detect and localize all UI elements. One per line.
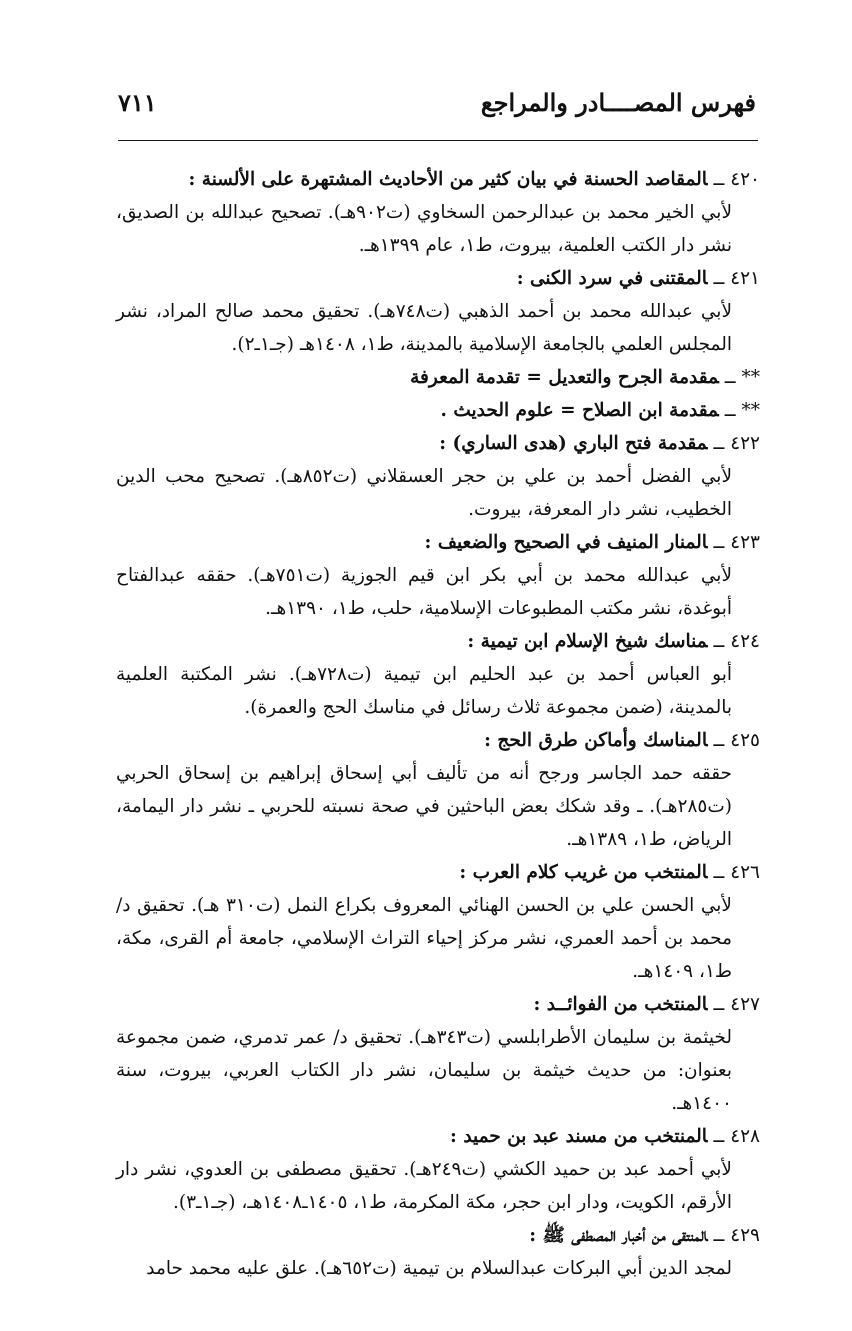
entry-title-text: المنار المنيف في الصحيح والضعيف : [424, 532, 708, 553]
bibliography-entry [116, 1219, 760, 1285]
entry-title-text: المناسك وأماكن طرق الحج : [484, 730, 708, 751]
cross-reference [116, 394, 760, 427]
entry-title [116, 526, 760, 559]
entry-title [116, 856, 760, 889]
cross-reference [116, 361, 760, 394]
entry-description: لأبي أحمد عبد بن حميد الكشي (ت٢٤٩هـ). تحقيق مصطفى بن العدوي، نشر دار الأرقم، الكويت، ودار ابن حجر، مكة المكرمة، ط١، ١٤٠٥ـ١٤٠٨هـ، (جـ١ـ٣). [116, 1159, 732, 1213]
entry-title-text: المنتخب من الفوائــد : [533, 994, 708, 1015]
entry-number: ٤٢٩ ــ [713, 1225, 760, 1246]
bibliography-entry [116, 625, 760, 724]
entry-title [116, 1120, 760, 1153]
entry-description: لأبي عبدالله محمد بن أبي بكر ابن قيم الجوزية (ت٧٥١هـ). حققه عبدالفتاح أبوغدة، نشر مكتب المطبوعات الإسلامية، حلب، ط١، ١٣٩٠هـ. [116, 565, 732, 619]
bibliography-entry [116, 394, 760, 427]
entry-title-text: المنتقى من أخبار المصطفى ﷺ : [529, 1225, 708, 1246]
entry-title [116, 262, 760, 295]
entry-description: لخيثمة بن سليمان الأطرابلسي (ت٣٤٣هـ). تحقيق د/ عمر تدمري، ضمن مجموعة بعنوان: من حديث خيثمة بن سليمان، نشر دار الكتاب العربي، بيروت، سنة ١٤٠٠هـ. [116, 1027, 732, 1114]
entry-number: ٤٢٠ ــ [713, 169, 760, 190]
page-header [118, 82, 756, 122]
bibliography-entry [116, 1120, 760, 1219]
entry-number: ٤٢٤ ــ [713, 631, 760, 652]
entry-title-text: المنتخب من غريب كلام العرب : [459, 862, 708, 883]
entry-title-text: مقدمة ابن الصلاح = علوم الحديث . [440, 400, 719, 421]
entry-title [116, 988, 760, 1021]
bibliography-entry [116, 856, 760, 988]
header-rule [118, 140, 758, 141]
entry-number: ٤٢٢ ــ [713, 433, 760, 454]
bibliography-entry [116, 361, 760, 394]
bibliography-entry [116, 427, 760, 526]
bibliography-list [116, 163, 760, 1285]
entry-title-text: مناسك شيخ الإسلام ابن تيمية : [467, 631, 708, 652]
entry-title [116, 724, 760, 757]
entry-description: لأبي الحسن علي بن الحسن الهنائي المعروف بكراع النمل (ت٣١٠ هـ). تحقيق د/ محمد بن أحمد العمري، نشر مركز إحياء التراث الإسلامي، جامعة أم القرى، مكة، ط١، ١٤٠٩هـ. [116, 895, 732, 982]
running-title: فهرس المصــــادر والمراجع [480, 87, 756, 117]
bibliography-entry [116, 988, 760, 1120]
entry-number: ٤٢١ ــ [713, 268, 760, 289]
entry-number: ** ــ [724, 400, 760, 421]
bibliography-entry [116, 163, 760, 262]
page-number: ٧١١ [118, 87, 157, 117]
bibliography-entry [116, 724, 760, 856]
entry-title [116, 163, 760, 196]
entry-description: لمجد الدين أبي البركات عبدالسلام بن تيمية (ت٦٥٢هـ). علق عليه محمد حامد [146, 1258, 732, 1279]
entry-number: ٤٢٣ ــ [713, 532, 760, 553]
entry-number: ٤٢٧ ــ [713, 994, 760, 1015]
entry-description: أبو العباس أحمد بن عبد الحليم ابن تيمية (ت٧٢٨هـ). نشر المكتبة العلمية بالمدينة، (ضمن مجموعة ثلاث رسائل في مناسك الحج والعمرة). [116, 664, 732, 718]
entry-title-text: المنتخب من مسند عبد بن حميد : [450, 1126, 708, 1147]
entry-number: ٤٢٨ ــ [713, 1126, 760, 1147]
bibliography-entry [116, 262, 760, 361]
entry-title [116, 427, 760, 460]
entry-title-text: المقاصد الحسنة في بيان كثير من الأحاديث المشتهرة على الألسنة : [188, 169, 708, 190]
entry-description: حققه حمد الجاسر ورجح أنه من تأليف أبي إسحاق إبراهيم بن إسحاق الحربي (ت٢٨٥هـ). ـ وقد شكك بعض الباحثين في صحة نسبته للحربي ـ نشر دار اليمامة، الرياض، ط١، ١٣٨٩هـ. [116, 763, 732, 850]
bibliography-entry [116, 526, 760, 625]
entry-title-text: مقدمة الجرح والتعديل = تقدمة المعرفة [410, 367, 719, 388]
entry-title-text: المقتنى في سرد الكنى : [516, 268, 708, 289]
entry-number: ٤٢٥ ــ [713, 730, 760, 751]
entry-number: ** ــ [724, 367, 760, 388]
entry-title [116, 625, 760, 658]
entry-title-text: مقدمة فتح الباري (هدى الساري) : [439, 433, 708, 454]
entry-description: لأبي عبدالله محمد بن أحمد الذهبي (ت٧٤٨هـ). تحقيق محمد صالح المراد، نشر المجلس العلمي بالجامعة الإسلامية بالمدينة، ط١، ١٤٠٨هـ (جـ١ـ٢). [116, 301, 732, 355]
entry-description: لأبي الخير محمد بن عبدالرحمن السخاوي (ت٩٠٢هـ). تصحيح عبدالله بن الصديق، نشر دار الكتب العلمية، بيروت، ط١، عام ١٣٩٩هـ. [116, 202, 732, 256]
entry-number: ٤٢٦ ــ [713, 862, 760, 883]
entry-title [116, 1219, 760, 1252]
entry-description: لأبي الفضل أحمد بن علي بن حجر العسقلاني (ت٨٥٢هـ). تصحيح محب الدين الخطيب، نشر دار المعرفة، بيروت. [116, 466, 732, 520]
